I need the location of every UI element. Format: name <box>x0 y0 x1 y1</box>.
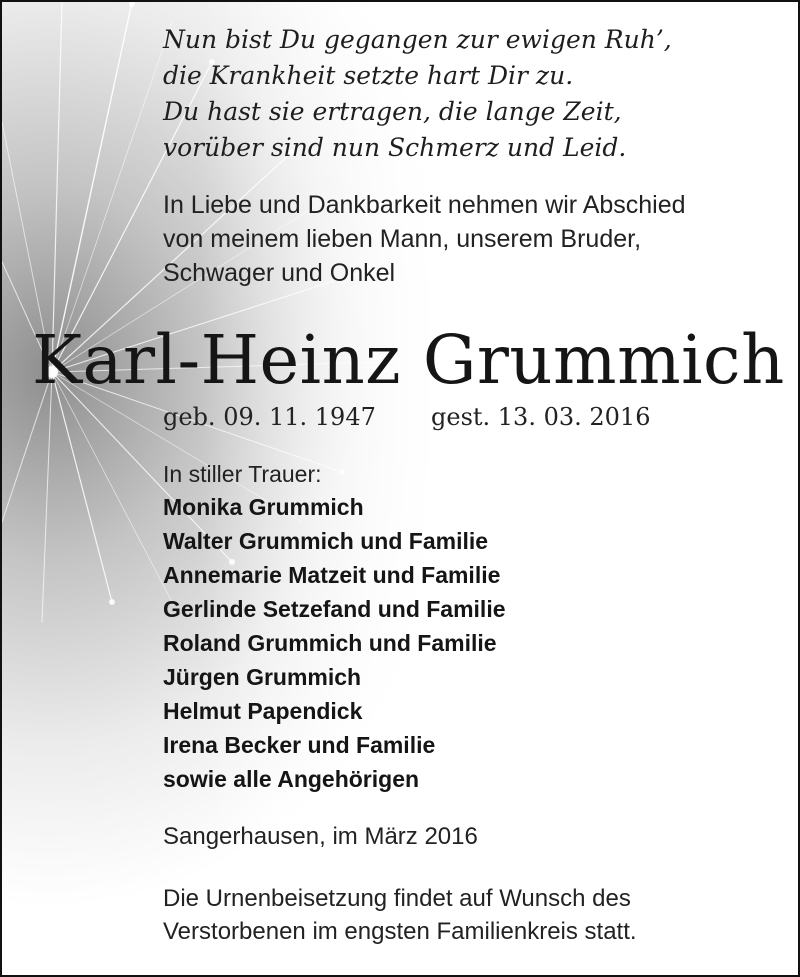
intro-line: von meinem lieben Mann, unserem Bruder, <box>163 225 642 253</box>
intro-line: Schwager und Onkel <box>163 259 396 287</box>
mourner-name: Walter Grummich und Familie <box>163 528 489 554</box>
note-line: Verstorbenen im engsten Familienkreis statt. <box>163 918 637 945</box>
mourner-name: Roland Grummich und Familie <box>163 630 497 656</box>
mourner-name: Monika Grummich <box>163 494 364 520</box>
poem-line: Du hast sie ertragen, die lange Zeit, <box>163 97 622 126</box>
mourning-label: In stiller Trauer: <box>163 461 322 487</box>
mourner-name: sowie alle Angehörigen <box>163 766 420 792</box>
life-dates <box>163 401 651 433</box>
death-date: gest. 13. 03. 2016 <box>431 403 651 431</box>
mourner-name: Jürgen Grummich <box>163 664 362 690</box>
mourner-name: Gerlinde Setzefand und Familie <box>163 596 506 622</box>
farewell-intro <box>163 188 686 290</box>
mourner-name: Helmut Papendick <box>163 698 363 724</box>
intro-line: In Liebe und Dankbarkeit nehmen wir Abschied <box>163 191 686 219</box>
poem-line: Nun bist Du gegangen zur ewigen Ruh’, <box>163 25 672 54</box>
mourner-name: Annemarie Matzeit und Familie <box>163 562 501 588</box>
birth-date: geb. 09. 11. 1947 <box>163 403 376 431</box>
note-line: Die Urnenbeisetzung findet auf Wunsch des <box>163 885 631 912</box>
mourner-name: Irena Becker und Familie <box>163 732 436 758</box>
poem-line: vorüber sind nun Schmerz und Leid. <box>163 133 627 162</box>
burial-note <box>163 882 637 948</box>
poem-line: die Krankheit setzte hart Dir zu. <box>163 61 574 90</box>
poem <box>163 22 672 166</box>
mourners-list <box>163 490 506 796</box>
place-and-date: Sangerhausen, im März 2016 <box>163 823 478 850</box>
deceased-name: Karl-Heinz Grummich <box>32 321 785 399</box>
